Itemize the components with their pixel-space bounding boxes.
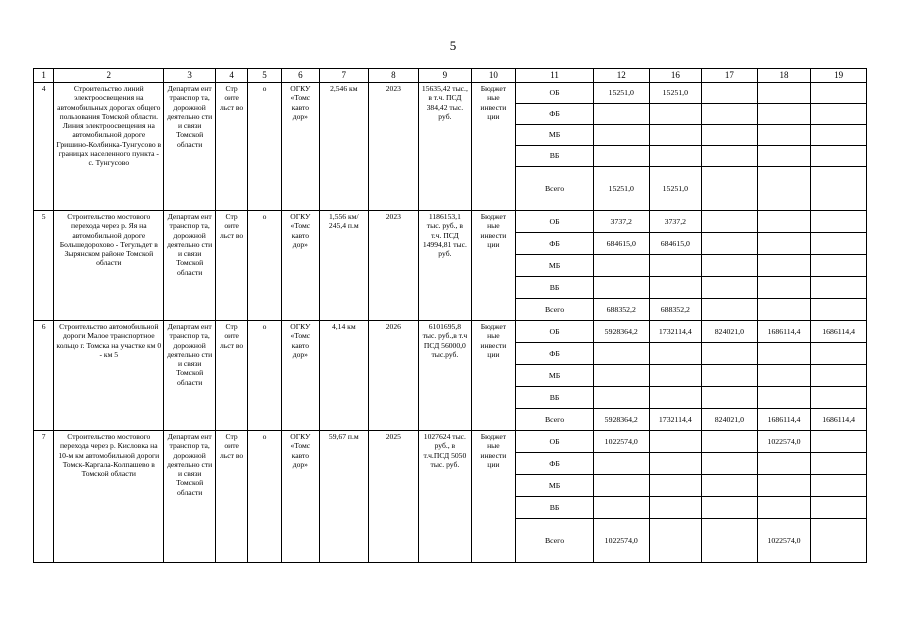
fund-value bbox=[757, 387, 811, 409]
fund-value bbox=[702, 277, 758, 299]
fund-value bbox=[593, 125, 649, 146]
column-header: 19 bbox=[811, 69, 867, 83]
fund-value bbox=[757, 365, 811, 387]
cell-col5: о bbox=[248, 83, 281, 211]
fund-value bbox=[702, 453, 758, 475]
fund-value bbox=[702, 255, 758, 277]
column-header: 8 bbox=[368, 69, 419, 83]
fund-value bbox=[593, 387, 649, 409]
column-header: 3 bbox=[164, 69, 216, 83]
fund-value bbox=[757, 299, 811, 321]
fund-value bbox=[702, 125, 758, 146]
cell-year: 2023 bbox=[368, 211, 419, 321]
fund-value bbox=[702, 104, 758, 125]
fund-value bbox=[757, 453, 811, 475]
cell-investment: Бюджет ные инвести ции bbox=[471, 83, 515, 211]
fund-label: ФБ bbox=[516, 104, 594, 125]
fund-value bbox=[702, 497, 758, 519]
cell-num: 5 bbox=[34, 211, 54, 321]
fund-value bbox=[757, 83, 811, 104]
column-header: 6 bbox=[281, 69, 319, 83]
fund-label: ОБ bbox=[516, 431, 594, 453]
fund-value bbox=[757, 255, 811, 277]
fund-value: 15251,0 bbox=[649, 167, 702, 211]
column-header: 2 bbox=[54, 69, 164, 83]
fund-value: 824021,0 bbox=[702, 321, 758, 343]
table-row bbox=[34, 431, 867, 453]
fund-value bbox=[593, 104, 649, 125]
fund-value: 15251,0 bbox=[649, 83, 702, 104]
cell-investment: Бюджет ные инвести ции bbox=[471, 431, 515, 563]
column-header: 12 bbox=[593, 69, 649, 83]
table-body bbox=[34, 69, 867, 563]
cell-department: Департам ент транспор та, дорожной деятельно сти и связи Томской области bbox=[164, 211, 216, 321]
cell-year: 2023 bbox=[368, 83, 419, 211]
fund-value: 824021,0 bbox=[702, 409, 758, 431]
fund-value bbox=[811, 104, 867, 125]
cell-cost: 6101695,8 тыс. руб.,в т.ч ПСД 56000,0 тыс.руб. bbox=[419, 321, 472, 431]
cell-cost: 1186153,1 тыс. руб., в т.ч. ПСД 14994,81 тыс. руб. bbox=[419, 211, 472, 321]
fund-value: 3737,2 bbox=[593, 211, 649, 233]
fund-value bbox=[811, 233, 867, 255]
fund-label: ВБ bbox=[516, 146, 594, 167]
fund-value bbox=[593, 365, 649, 387]
fund-value bbox=[811, 475, 867, 497]
table-row bbox=[34, 321, 867, 343]
fund-value bbox=[649, 431, 702, 453]
fund-label: ФБ bbox=[516, 343, 594, 365]
fund-value bbox=[757, 211, 811, 233]
fund-value bbox=[757, 343, 811, 365]
cell-num: 7 bbox=[34, 431, 54, 563]
fund-label: МБ bbox=[516, 475, 594, 497]
fund-value bbox=[649, 277, 702, 299]
cell-type: Стр оите льст во bbox=[215, 83, 247, 211]
fund-value bbox=[757, 125, 811, 146]
cell-type: Стр оите льст во bbox=[215, 211, 247, 321]
table-row bbox=[34, 83, 867, 104]
fund-value bbox=[649, 365, 702, 387]
fund-value: 3737,2 bbox=[649, 211, 702, 233]
fund-value bbox=[757, 104, 811, 125]
cell-executor: ОГКУ «Томс кавто дор» bbox=[281, 211, 319, 321]
fund-value bbox=[702, 233, 758, 255]
fund-value: 1686114,4 bbox=[811, 409, 867, 431]
cell-col5: о bbox=[248, 431, 281, 563]
cell-col5: о bbox=[248, 321, 281, 431]
fund-value bbox=[593, 146, 649, 167]
column-header: 17 bbox=[702, 69, 758, 83]
fund-value bbox=[649, 453, 702, 475]
cell-year: 2025 bbox=[368, 431, 419, 563]
column-header: 1 bbox=[34, 69, 54, 83]
fund-value bbox=[811, 343, 867, 365]
fund-value: 1686114,4 bbox=[811, 321, 867, 343]
cell-executor: ОГКУ «Томс кавто дор» bbox=[281, 431, 319, 563]
fund-value bbox=[757, 167, 811, 211]
fund-label: МБ bbox=[516, 125, 594, 146]
cell-name: Строительство автомобильной дороги Малое транспортное кольцо г. Томска на участке км 0 - км 5 bbox=[54, 321, 164, 431]
column-header: 10 bbox=[471, 69, 515, 83]
fund-value bbox=[702, 299, 758, 321]
fund-label: Всего bbox=[516, 519, 594, 563]
column-header: 16 bbox=[649, 69, 702, 83]
fund-label: ОБ bbox=[516, 211, 594, 233]
fund-value bbox=[702, 343, 758, 365]
fund-value bbox=[811, 299, 867, 321]
cell-cost: 15635,42 тыс., в т.ч. ПСД 384,42 тыс. руб. bbox=[419, 83, 472, 211]
cell-num: 4 bbox=[34, 83, 54, 211]
column-header: 9 bbox=[419, 69, 472, 83]
fund-value bbox=[649, 125, 702, 146]
fund-value: 5928364,2 bbox=[593, 409, 649, 431]
fund-value: 1686114,4 bbox=[757, 321, 811, 343]
column-header: 4 bbox=[215, 69, 247, 83]
column-header: 18 bbox=[757, 69, 811, 83]
fund-value bbox=[593, 343, 649, 365]
fund-value bbox=[702, 146, 758, 167]
fund-label: МБ bbox=[516, 365, 594, 387]
fund-value bbox=[649, 146, 702, 167]
fund-label: ВБ bbox=[516, 277, 594, 299]
fund-value bbox=[811, 255, 867, 277]
cell-department: Департам ент транспор та, дорожной деятельно сти и связи Томской области bbox=[164, 83, 216, 211]
cell-executor: ОГКУ «Томс кавто дор» bbox=[281, 321, 319, 431]
fund-value bbox=[702, 365, 758, 387]
fund-value bbox=[593, 255, 649, 277]
fund-value: 1732114,4 bbox=[649, 409, 702, 431]
cell-name: Строительство линий электроосвещения на автомобильных дорогах общего пользования Томской области. Линия электроосвещения на автомобильной дороге Гришино-Колбинка-Тунгусово в границах населенного пункта - с. Тунгусово bbox=[54, 83, 164, 211]
cell-name: Строительство мостового перехода через р. Кисловка на 10-м км автомобильной дороги Томск-Каргала-Колпашево в Томской области bbox=[54, 431, 164, 563]
fund-value bbox=[811, 387, 867, 409]
fund-value bbox=[811, 431, 867, 453]
cell-name: Строительство мостового перехода через р. Яя на автомобильной дороге Большедорохово - Тегульдет в Зырянском районе Томской области bbox=[54, 211, 164, 321]
cell-investment: Бюджет ные инвести ции bbox=[471, 211, 515, 321]
fund-value bbox=[757, 277, 811, 299]
investment-table bbox=[33, 68, 867, 563]
fund-value bbox=[757, 475, 811, 497]
fund-value bbox=[811, 453, 867, 475]
fund-value bbox=[757, 146, 811, 167]
cell-capacity: 59,67 п.м bbox=[320, 431, 369, 563]
fund-value bbox=[702, 211, 758, 233]
fund-label: Всего bbox=[516, 409, 594, 431]
cell-type: Стр оите льст во bbox=[215, 431, 247, 563]
cell-department: Департам ент транспор та, дорожной деятельно сти и связи Томской области bbox=[164, 431, 216, 563]
cell-year: 2026 bbox=[368, 321, 419, 431]
fund-value bbox=[593, 277, 649, 299]
cell-department: Департам ент транспор та, дорожной деятельно сти и связи Томской области bbox=[164, 321, 216, 431]
cell-type: Стр оите льст во bbox=[215, 321, 247, 431]
cell-col5: о bbox=[248, 211, 281, 321]
fund-value bbox=[593, 475, 649, 497]
column-header: 11 bbox=[516, 69, 594, 83]
fund-value bbox=[593, 453, 649, 475]
fund-value: 1022574,0 bbox=[757, 519, 811, 563]
fund-value bbox=[811, 146, 867, 167]
fund-value: 688352,2 bbox=[649, 299, 702, 321]
fund-label: ВБ bbox=[516, 497, 594, 519]
fund-value bbox=[811, 519, 867, 563]
fund-value: 5928364,2 bbox=[593, 321, 649, 343]
fund-value bbox=[811, 125, 867, 146]
fund-value: 1686114,4 bbox=[757, 409, 811, 431]
fund-value: 684615,0 bbox=[649, 233, 702, 255]
cell-capacity: 2,546 км bbox=[320, 83, 369, 211]
fund-label: ФБ bbox=[516, 233, 594, 255]
fund-value: 1022574,0 bbox=[593, 431, 649, 453]
fund-value: 15251,0 bbox=[593, 167, 649, 211]
cell-num: 6 bbox=[34, 321, 54, 431]
table-row bbox=[34, 211, 867, 233]
fund-value bbox=[811, 211, 867, 233]
fund-value bbox=[757, 233, 811, 255]
fund-label: Всего bbox=[516, 167, 594, 211]
fund-value bbox=[649, 519, 702, 563]
fund-value: 1732114,4 bbox=[649, 321, 702, 343]
fund-value bbox=[649, 343, 702, 365]
cell-executor: ОГКУ «Томс кавто дор» bbox=[281, 83, 319, 211]
fund-value bbox=[649, 475, 702, 497]
fund-value bbox=[649, 104, 702, 125]
fund-label: МБ bbox=[516, 255, 594, 277]
header-row bbox=[34, 69, 867, 83]
fund-label: ОБ bbox=[516, 321, 594, 343]
fund-value: 1022574,0 bbox=[593, 519, 649, 563]
fund-value: 684615,0 bbox=[593, 233, 649, 255]
fund-value: 15251,0 bbox=[593, 83, 649, 104]
fund-value bbox=[702, 387, 758, 409]
fund-label: ВБ bbox=[516, 387, 594, 409]
cell-capacity: 1,556 км/ 245,4 п.м bbox=[320, 211, 369, 321]
column-header: 5 bbox=[248, 69, 281, 83]
fund-value bbox=[702, 519, 758, 563]
fund-value bbox=[593, 497, 649, 519]
fund-value bbox=[811, 83, 867, 104]
cell-investment: Бюджет ные инвести ции bbox=[471, 321, 515, 431]
cell-cost: 1027624 тыс. руб., в т.ч.ПСД 5050 тыс. руб. bbox=[419, 431, 472, 563]
fund-value bbox=[811, 497, 867, 519]
cell-capacity: 4,14 км bbox=[320, 321, 369, 431]
fund-value bbox=[702, 83, 758, 104]
fund-value bbox=[649, 497, 702, 519]
fund-value bbox=[811, 277, 867, 299]
page-number: 5 bbox=[449, 38, 457, 53]
fund-label: ФБ bbox=[516, 453, 594, 475]
column-header: 7 bbox=[320, 69, 369, 83]
fund-value: 688352,2 bbox=[593, 299, 649, 321]
fund-value bbox=[649, 387, 702, 409]
fund-value: 1022574,0 bbox=[757, 431, 811, 453]
fund-value bbox=[702, 167, 758, 211]
fund-value bbox=[757, 497, 811, 519]
fund-value bbox=[811, 365, 867, 387]
fund-label: ОБ bbox=[516, 83, 594, 104]
fund-value bbox=[811, 167, 867, 211]
fund-value bbox=[702, 431, 758, 453]
fund-label: Всего bbox=[516, 299, 594, 321]
fund-value bbox=[649, 255, 702, 277]
fund-value bbox=[702, 475, 758, 497]
